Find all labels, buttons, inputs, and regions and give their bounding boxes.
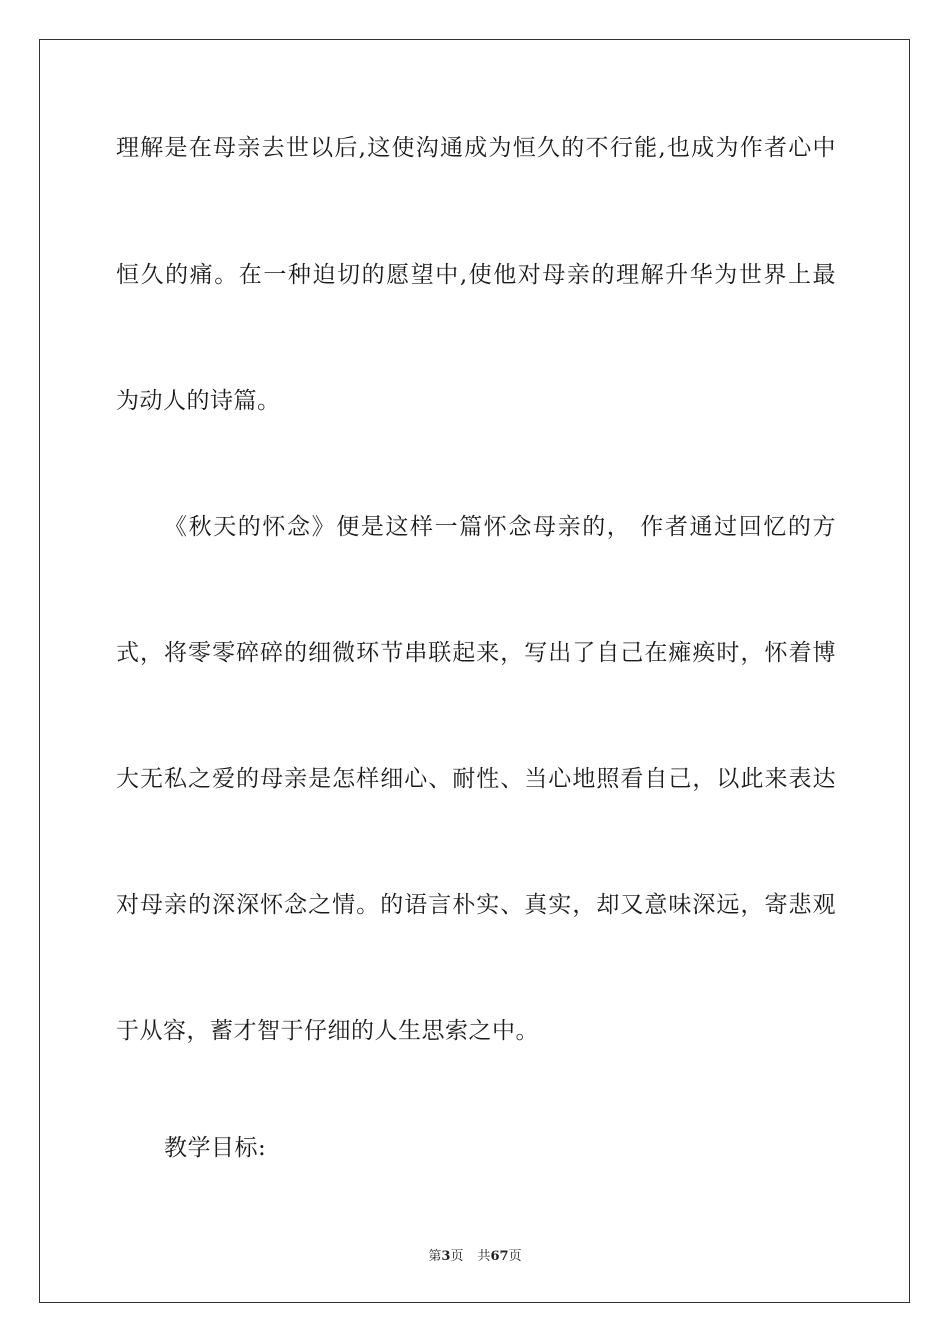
paragraph-2-line-2: 式，将零零碎碎的细微环节串联起来，写出了自己在瘫痪时，怀着博 bbox=[116, 640, 836, 666]
page-border bbox=[39, 39, 910, 1303]
page-suffix: 页 bbox=[450, 1249, 464, 1264]
total-pages: 67 bbox=[490, 1249, 509, 1264]
paragraph-2-line-1: 《秋天的怀念》便是这样一篇怀念母亲的， 作者通过回忆的方 bbox=[164, 514, 836, 540]
page-footer bbox=[0, 1248, 950, 1266]
page-prefix: 第 bbox=[428, 1249, 442, 1264]
paragraph-1-line-1: 理解是在母亲去世以后,这使沟通成为恒久的不行能,也成为作者心中 bbox=[116, 135, 836, 161]
paragraph-1-line-2: 恒久的痛。在一种迫切的愿望中,使他对母亲的理解升华为世界上最 bbox=[116, 262, 836, 288]
paragraph-2-line-5: 于从容，蓄才智于仔细的人生思索之中。 bbox=[116, 1018, 539, 1044]
total-prefix: 共 bbox=[477, 1249, 491, 1264]
paragraph-2-line-4: 对母亲的深深怀念之情。的语言朴实、真实，却又意味深远，寄悲观 bbox=[116, 892, 836, 918]
section-heading-teaching-goals: 教学目标: bbox=[164, 1135, 267, 1161]
total-suffix: 页 bbox=[508, 1249, 522, 1264]
paragraph-2-line-3: 大无私之爱的母亲是怎样细心、耐性、当心地照看自己，以此来表达 bbox=[116, 766, 836, 792]
page-number: 3 bbox=[441, 1249, 451, 1264]
paragraph-1-line-3: 为动人的诗篇。 bbox=[116, 388, 281, 414]
